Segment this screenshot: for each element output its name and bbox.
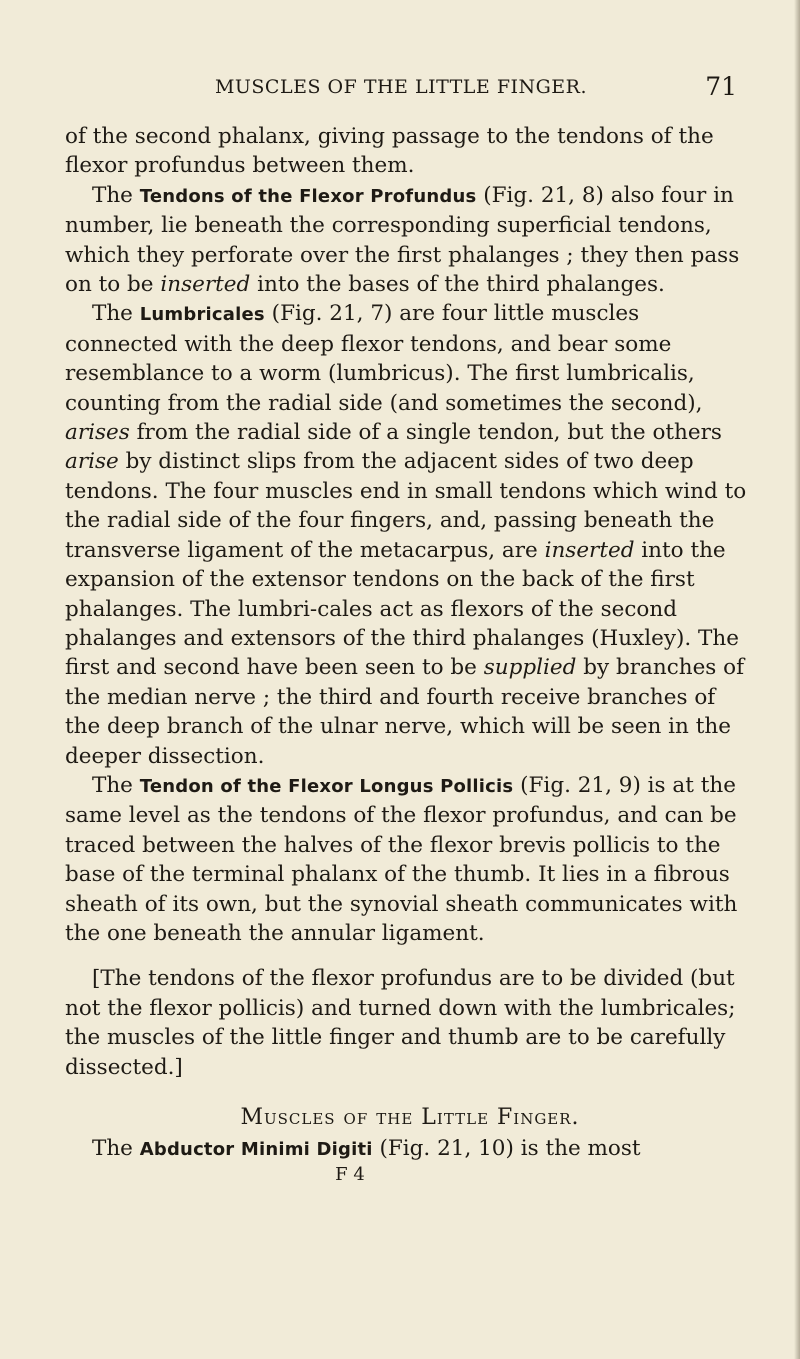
paragraph-continuation: of the second phalanx, giving passage to the tendons of the flexor profundus between them. bbox=[65, 124, 714, 179]
run-in-heading: Tendon of the Flexor Longus Pollicis bbox=[139, 775, 514, 797]
run-in-heading: Abductor Minimi Digiti bbox=[139, 1139, 373, 1160]
run-in-heading: Lumbricales bbox=[139, 304, 265, 326]
paragraph-flexor-profundus-tendons: The Tendons of the Flexor Profundus (Fig. 21, 8) also four in number, lie beneath the corresponding superficial tendons, which they perforate over the first phalanges ; they then pass on to be inserted into the bases of the third phalanges. bbox=[65, 182, 740, 298]
run-in-heading: Tendons of the Flexor Profundus bbox=[139, 185, 477, 207]
running-head bbox=[65, 72, 737, 108]
paragraph-flexor-longus-pollicis: The Tendon of the Flexor Longus Pollicis (Fig. 21, 9) is at the same level as the tendons of the flexor profundus, and can be traced between the halves of the flexor brevis pollicis to the base of the terminal phalanx of the thumb. It lies in a fibrous sheath of its own, but the synovial sheath communicates with the one beneath the annular ligament. bbox=[65, 772, 738, 946]
paragraph-lumbricales: The Lumbricales (Fig. 21, 7) are four little muscles connected with the deep flexor tendons, and bear some resemblance to a worm (lumbricus). The first lumbricalis, counting from the radial side (and sometimes the second), arises from the radial side of a single tendon, but the others arise by distinct slips from the adjacent sides of two deep tendons. The four muscles end in small tendons which wind to the radial side of the four fingers, and, passing beneath the transverse ligament of the metacarpus, are inserted into the expansion of the extensor tendons on the back of the first phalanges. The lumbri-cales act as flexors of the second phalanges and extensors of the third phalanges (Huxley). The first and second have been seen to be supplied by branches of the median nerve ; the third and fourth receive branches of the deep branch of the ulnar nerve, which will be seen in the deeper dissection. bbox=[65, 301, 747, 769]
body-text bbox=[65, 122, 755, 1186]
page-number: 71 bbox=[705, 72, 737, 101]
paragraph-dissection-instruction: [The tendons of the flexor profundus are to be divided (but not the flexor pollicis) and turned down with the lumbricales; the muscles of the little finger and thumb are to be carefully dissected.] bbox=[65, 966, 736, 1080]
page-edge-shadow bbox=[794, 0, 800, 1359]
running-title: MUSCLES OF THE LITTLE FINGER. bbox=[214, 76, 588, 98]
paragraph-abductor-minimi-digiti: The Abductor Minimi Digiti (Fig. 21, 10) is the most bbox=[92, 1136, 641, 1161]
section-heading: Muscles of the Little Finger. bbox=[240, 1105, 580, 1130]
signature-mark: F 4 bbox=[335, 1164, 365, 1186]
